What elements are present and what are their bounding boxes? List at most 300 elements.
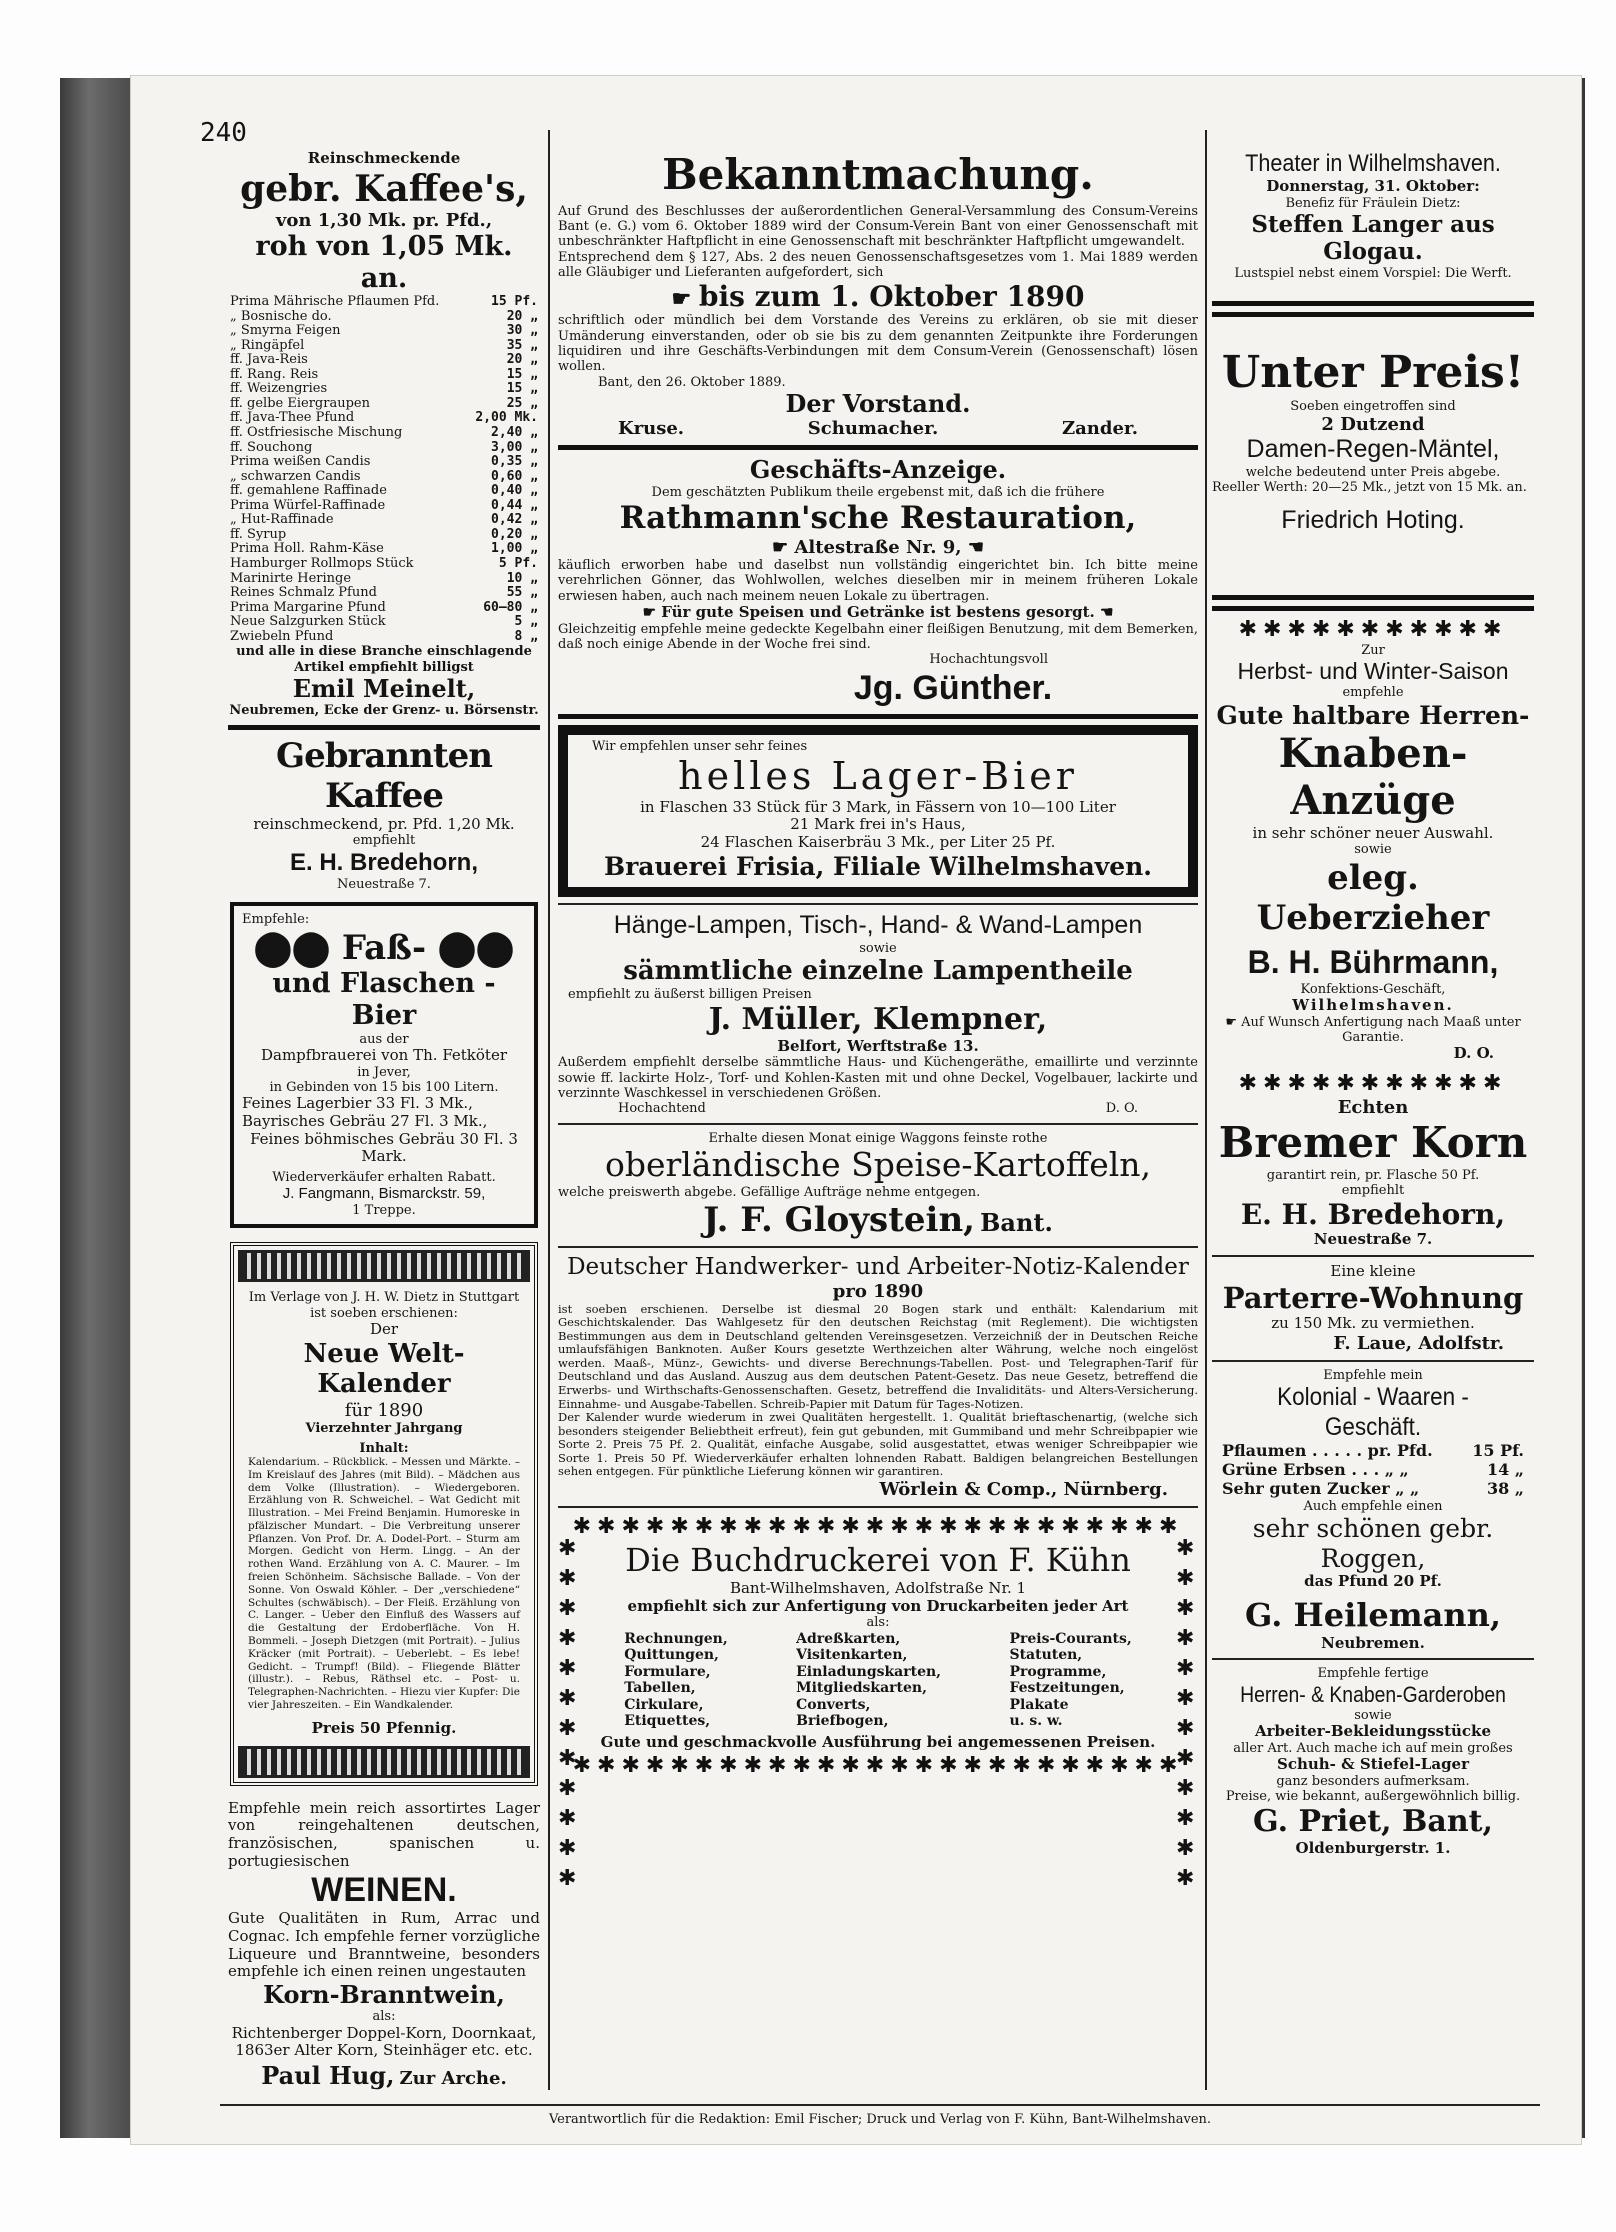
item-price: 20 „ (506, 308, 538, 324)
merchant-name: Friedrich Hoting. (1281, 505, 1465, 534)
service-item: Plakate (1009, 1696, 1069, 1713)
ad-line: zu 150 Mk. zu vermiethen. (1271, 1314, 1475, 1332)
item-name: Neue Salzgurken Stück (230, 614, 386, 630)
ad-line: aller Art. Auch mache ich auf mein großes (1233, 1740, 1513, 1756)
ad-line: Inhalt: (359, 1440, 409, 1456)
ad-line: Richtenberger Doppel-Korn, Doornkaat, 1863er Alter Korn, Steinhäger etc. etc. (231, 2023, 537, 2060)
item-price: 0,44 „ (491, 497, 538, 513)
item-price: 3,00 „ (491, 439, 538, 455)
ad-line: Preise, wie bekannt, außergewöhnlich billig. (1225, 1788, 1521, 1804)
service-item: Adreßkarten, (796, 1630, 901, 1647)
ad-body: Gleichzeitig empfehle meine gedeckte Kegelbahn einer fleißigen Benutzung, mit dem Bemerken, daß noch einige Abende in der Woche frei sind. (558, 621, 1198, 652)
service-item: Statuten, (1009, 1647, 1083, 1664)
item-price: 0,35 „ (491, 454, 538, 470)
item-price: 30 „ (506, 323, 538, 339)
divider (558, 1506, 1198, 1508)
service-item: Programme, (1009, 1663, 1107, 1680)
item-price: 35 „ (506, 337, 538, 353)
ad-signature: D. O. (1453, 1044, 1494, 1063)
page-number: 240 (200, 118, 247, 148)
item-price: 5 „ (514, 614, 538, 630)
ad-line: Dem geschätzten Publikum theile ergebenst mit, daß ich die frühere (651, 484, 1105, 500)
service-item: u. s. w. (1009, 1713, 1063, 1730)
ad-line: Reinschmeckende (307, 149, 461, 167)
ad-line: empfiehlt sich zur Anfertigung von Druckarbeiten jeder Art (627, 1596, 1129, 1615)
merchant-name: E. H. Bredehorn, (1240, 1198, 1506, 1232)
item-name: ff. gelbe Eiergraupen (230, 395, 370, 411)
price-row (228, 295, 540, 310)
pointing-hand-icon: ☚ (1094, 602, 1114, 621)
item-price: 20 „ (506, 352, 538, 368)
price-row (228, 411, 540, 426)
item-price: 0,40 „ (491, 483, 538, 499)
price-row (228, 339, 540, 354)
divider (558, 714, 1198, 719)
ad-line: welche preiswerth abgebe. Gefällige Aufträge nehme entgegen. (558, 1184, 981, 1200)
ad-line: empfiehlt zu äußerst billigen Preisen (568, 986, 812, 1002)
kuehn-ad (558, 1514, 1198, 1892)
ad-headline: Unter Preis! (1221, 346, 1525, 398)
item-price: 15 Pf. (1472, 1441, 1524, 1461)
divider (558, 1123, 1198, 1125)
ad-line: Gute Qualitäten in Rum, Arrac und Cognac. Ich empfehle ferner vorzügliche Liqueure und Branntweine, besonders empfehle ich einen reinen ungestauten (228, 1909, 540, 1981)
merchant-address: Belfort, Werftstraße 13. (777, 1036, 979, 1055)
barrel-icon: ⬤⬤ (426, 927, 515, 968)
ad-line: 21 Mark frei in's Haus, (790, 815, 966, 834)
ad-headline: und Flaschen - Bier (272, 967, 496, 1031)
column-rule (548, 130, 550, 2090)
item-name: „ schwarzen Candis (230, 468, 361, 484)
ad-headline: Hänge-Lampen, Tisch-, Hand- & Wand-Lampen (613, 911, 1143, 940)
item-name: Reines Schmalz Pfund (230, 585, 377, 601)
buehrmann-ad (1212, 643, 1534, 1063)
ad-line: sowie (859, 940, 897, 956)
imprint: Verantwortlich für die Redaktion: Emil Fischer; Druck und Verlag von F. Kühn, Bant-Wilhelmshaven. (548, 2112, 1212, 2127)
ad-line: Empfehle: (242, 912, 310, 928)
ad-signature: Wörlein & Comp., Nürnberg. (879, 1478, 1168, 1500)
barrel-icon: ⬤⬤ (253, 927, 342, 968)
star-border-icon: ✱✱✱✱✱✱✱✱✱✱✱ (1238, 1070, 1508, 1096)
item-price: 38 „ (1486, 1479, 1524, 1498)
item-price: 10 „ (506, 570, 538, 586)
book-binding (60, 78, 132, 2138)
priet-ad (1212, 1666, 1534, 1857)
ad-line: Der (369, 1319, 399, 1338)
merchant-address: Neuestraße 7. (337, 877, 431, 893)
price-row (228, 499, 540, 514)
item-name: ff. Syrup (230, 526, 287, 542)
ad-line: empfehle (1342, 685, 1404, 701)
pointing-hand-icon: ☛ (671, 286, 699, 313)
ad-line: Auch empfehle einen (1303, 1498, 1443, 1514)
service-item: Quittungen, (624, 1647, 719, 1664)
ad-price: Preis 50 Pfennig. (311, 1718, 457, 1737)
price-list (228, 295, 540, 644)
ad-headline: helles Lager-Bier (678, 753, 1078, 798)
service-item: Einladungskarten, (796, 1663, 942, 1680)
ad-line: Bayrisches Gebräu 27 Fl. 3 Mk., (242, 1111, 488, 1130)
ad-line: welche bedeutend unter Preis abgebe. (1245, 464, 1501, 480)
ad-line: sowie (1354, 1707, 1392, 1723)
item-name: Sehr guten Zucker „ „ (1222, 1479, 1420, 1498)
item-name: ff. gemahlene Raffinade (230, 483, 387, 499)
service-item: Tabellen, (624, 1680, 696, 1697)
item-name: ff. Rang. Reis (230, 366, 319, 382)
column-middle (558, 150, 1198, 2120)
signatory: Kruse. (618, 418, 685, 440)
item-price: 8 „ (514, 628, 538, 644)
ad-line: empfiehlt (352, 833, 416, 849)
merchant-address: Neubremen. (1321, 1633, 1425, 1652)
item-name: Prima Würfel-Raffinade (230, 497, 386, 513)
ad-body: Entsprechend dem § 127, Abs. 2 des neuen Genossenschaftsgesetzes vom 1. Mai 1889 werden alle Gläubiger und Lieferanten aufgefordert, sich (558, 249, 1198, 280)
ad-line: Wir empfehlen unser sehr feines (592, 738, 808, 754)
kalender-ad (230, 1242, 538, 1785)
divider (1212, 1255, 1534, 1257)
price-row (228, 353, 540, 368)
hoting-ad (1212, 347, 1534, 535)
ad-signature: D. O. (1105, 1101, 1138, 1117)
ad-line: pro 1890 (832, 1281, 924, 1303)
ad-headline: Knaben-Anzüge (1278, 730, 1468, 825)
merchant-name: B. H. Bührmann, (1247, 943, 1499, 980)
item-name: „ Smyrna Feigen (230, 323, 341, 339)
hug-ad (228, 1800, 540, 2091)
ad-headline: Parterre-Wohnung (1222, 1280, 1524, 1315)
item-name: ff. Java-Reis (230, 352, 308, 368)
item-price: 14 „ (1486, 1460, 1524, 1480)
price-row (1222, 1480, 1524, 1499)
ad-headline: Gute haltbare Herren- (1216, 700, 1530, 730)
ad-address: Altestraße Nr. 9, (794, 536, 962, 558)
pointing-hand-icon: ☛ (642, 602, 662, 621)
price-row (228, 557, 540, 572)
footer-rule (220, 2104, 1540, 2106)
service-column (624, 1631, 728, 1730)
ad-headline: gebr. Kaffee's, (240, 167, 528, 210)
merchant-name: J. Fangmann, Bismarckstr. 59, (282, 1185, 486, 1203)
ad-line: Benefiz für Fräulein Dietz: (1285, 196, 1461, 211)
gloystein-ad (558, 1131, 1198, 1241)
ad-signature: Der Vorstand. (785, 388, 971, 418)
ad-body: Kalendarium. – Rückblick. – Messen und Märkte. – Im Kreislauf des Jahres (mit Bild). – Mädchen aus dem Volke (Illustration). – Wiedergeboren. Erzählung von R. Schweichel. – Wat Gedicht mit Illustration. – Mei Freind Benjamin. Humoreske in pfälzischer Mundart. – Die Verbreitung unserer Pflanzen. Von Prof. Dr. A. Dodel-Port. – Sturm am Morgen. Gedicht von Herm. Lingg. – An der rothen Wand. Erzählung von A. C. Maurer. – Im freien Schönheim. Sächsische Ballade. – Von der Sonne. Von Oswald Köhler. – Der „verschiedene“ Schultes (schwäbisch). – Der Fleiß. Erzählung von C. Langer. – Ueber den Einfluß des Wassers auf die Gestaltung der Erdoberfläche. Von H. Bommeli. – Joseph Dietzgen (mit Portrait). – Julius Kräcker (mit Portrait). – Ueberlebt. – Es lebe! Gedicht. – Trumpf! (Bild). – Fliegende Blätter (illustr.). – Rebus, Räthsel etc. – Post- u. Telegraphen-Nachrichten. – Hiezu vier Kupfer: Die vier Jahreszeiten. – Ein Wandkalender. (248, 1455, 520, 1712)
ad-line: Bant-Wilhelmshaven, Adolfstraße Nr. 1 (729, 1578, 1027, 1597)
service-item: Preis-Courants, (1009, 1630, 1132, 1647)
merchant-address: Bant. (980, 1208, 1053, 1238)
item-price: 2,00 Mk. (475, 410, 538, 426)
divider (1212, 312, 1534, 317)
kaffee-ad (228, 150, 540, 719)
ad-line: Empfehle mein reich assortirtes Lager von reingehaltenen deutschen, französischen, spanischen u. portugiesischen (228, 1798, 540, 1870)
ad-line: Erhalte diesen Monat einige Waggons feinste rothe (708, 1130, 1048, 1146)
service-item: Cirkulare, (624, 1696, 704, 1713)
ad-headline: sehr schönen gebr. Roggen, (1252, 1514, 1494, 1573)
ad-headline: Theater in Wilhelmshaven. (1245, 150, 1501, 177)
item-price: 15 „ (506, 366, 538, 382)
ad-line: und alle in diese Branche einschlagende Artikel empfiehlt billigst (236, 644, 532, 675)
merchant-address: Oldenburgerstr. 1. (1295, 1838, 1451, 1857)
ad-line: Arbeiter-Bekleidungsstücke (1254, 1721, 1491, 1740)
ad-headline (242, 928, 526, 968)
star-border-icon: ✱✱✱✱✱✱✱✱✱✱✱ (1238, 617, 1508, 643)
item-name: ff. Souchong (230, 439, 313, 455)
ad-line: Feines böhmisches Gebräu 30 Fl. 3 Mark. (250, 1129, 518, 1166)
column-right (1212, 150, 1534, 2120)
item-name: Grüne Erbsen . . . „ „ (1222, 1460, 1409, 1480)
merchant-name: Paul Hug, (261, 2061, 395, 2091)
bekanntmachung-ad (558, 150, 1198, 439)
pointing-hand-icon: ☛ (1225, 1014, 1242, 1030)
guenther-ad (558, 456, 1198, 707)
service-item: Briefbogen, (796, 1713, 889, 1730)
item-price: 15 Pf. (491, 294, 538, 310)
ad-line: Zur (1361, 642, 1385, 658)
ad-body: ist soeben erschienen. Derselbe ist diesmal 20 Bogen stark und enthält: Kalendarium mit Geschichtskalender. Das Wahlgesetz für den deutschen Reichstag (mit Reglement). Die wichtigsten Bestimmungen aus dem in Deutschland geltenden Vereinsgesetzen. Verzeichniß der in Deutschen Reiche umlaufsfähigen Banknoten. Außer Kours gesetzte Werthzeichen alter Währung, welche noch eingelöst werden. Maaß-, Münz-, Gewichts- und diverse Berechnungs-Tabellen. Post- und Telegraphen-Tarif für Deutschland und das Ausland. Auszug aus dem deutschen Patent-Gesetz. Das neue Gesetz, betreffend die Erwerbs- und Wirthschafts-Genossenschaften. Gesetz, betreffend die Invaliditäts- und Alters-Versicherung. Einnahme- und Ausgabe-Tabellen. Schreib-Papier mit Datum für Tages-Notizen. (558, 1301, 1198, 1411)
star-border-icon: ✱✱✱✱✱✱✱✱✱✱✱✱ (1176, 1536, 1195, 1892)
ad-line: 2 Dutzend (1321, 414, 1425, 436)
ad-headline: Bekanntmachung. (662, 150, 1094, 199)
heilemann-ad (1212, 1368, 1534, 1652)
price-row (228, 513, 540, 528)
fangmann-ad (230, 902, 538, 1228)
item-name: Marinirte Heringe (230, 570, 352, 586)
ad-headline: Rathmann'sche Restauration, (619, 500, 1137, 537)
signatory: Zander. (1061, 418, 1138, 440)
ad-headline: Korn-Branntwein, (263, 1980, 505, 2010)
item-price: 60–80 „ (483, 599, 538, 615)
ad-line: von 1,30 Mk. pr. Pfd., (275, 210, 493, 232)
item-price: 0,20 „ (491, 526, 538, 542)
ad-line: Für gute Speisen und Getränke ist bestens gesorgt. (661, 602, 1095, 621)
ad-line: in Gebinden von 15 bis 100 Litern. (269, 1079, 499, 1095)
ad-line: Echten (1337, 1096, 1409, 1118)
ad-body: Der Kalender wurde wiederum in zwei Qualitäten hergestellt. 1. Qualität brieftaschenartig, (welche sich besonders steigender Beliebtheit erfreut), fein gut gebunden, mit Gummiband und mehr Schreibpapier wie Sorte 2. Preis 75 Pf. 2. Qualität, einfache Ausgabe, solid ausgestattet, etwas weniger Schreibpapier wie Sorte 1. Preis 50 Pf. Wiederverkäufer erhalten lohnenden Rabatt. Baldigen belangreichen Bestellungen sehen entgegen. Für pünktliche Lieferung können wir garantiren. (558, 1410, 1198, 1479)
item-price: 5 Pf. (498, 555, 538, 571)
ad-line: als: (372, 2009, 396, 2025)
ad-line: Konfektions-Geschäft, (1300, 981, 1446, 997)
ad-line: 24 Flaschen Kaiserbräu 3 Mk., per Liter 25 Pf. (700, 833, 1056, 852)
ad-line: reinschmeckend, pr. Pfd. 1,20 Mk. (253, 814, 515, 833)
ad-line: empfiehlt (1341, 1183, 1405, 1199)
price-row (228, 426, 540, 441)
price-row (1222, 1461, 1524, 1480)
divider (1212, 301, 1534, 306)
divider (558, 445, 1198, 450)
ad-line: in Flaschen 33 Stück für 3 Mark, in Fässern von 10—100 Liter (640, 797, 1116, 816)
laue-ad (1212, 1263, 1534, 1354)
ad-line: Hochachtend (618, 1101, 706, 1117)
ad-headline: Herbst- und Winter-Saison (1237, 658, 1509, 685)
ad-line: Empfehle fertige (1317, 1666, 1429, 1682)
item-name: Prima weißen Candis (230, 454, 371, 470)
star-border-icon: ✱✱✱✱✱✱✱✱✱✱✱✱ (558, 1536, 577, 1892)
ad-line: in Jever, (357, 1064, 411, 1080)
divider (1212, 606, 1534, 611)
service-item: Rechnungen, (624, 1630, 728, 1647)
print-services-list (590, 1631, 1166, 1730)
price-row (228, 441, 540, 456)
ad-line: in sehr schöner neuer Auswahl. (1252, 823, 1494, 842)
merchant-name: G. Priet, Bant, (1253, 1804, 1493, 1840)
price-row (228, 382, 540, 397)
bredehorn-ad (228, 736, 540, 893)
ad-body: Außerdem empfiehlt derselbe sämmtliche Haus- und Küchengeräthe, emaillirte und verzinnte sowie ff. lackirte Holz-, Torf- und Kohlen-Kasten mit und ohne Deckel, Vogelbauer, lackirte und verzinnte Waschkessel in verschiedenen Größen. (558, 1055, 1198, 1101)
item-name: ff. Ostfriesische Mischung (230, 425, 403, 441)
ad-headline: eleg. Ueberzieher (1256, 857, 1490, 938)
price-row (228, 601, 540, 616)
ad-line: Empfehle mein (1323, 1367, 1423, 1383)
divider (1212, 595, 1534, 600)
ad-line: Dampfbrauerei von Th. Fetköter (260, 1045, 508, 1064)
item-price: 0,42 „ (491, 512, 538, 528)
ad-headline: Geschäfts-Anzeige. (749, 455, 1007, 485)
ad-line: Im Verlage von J. H. W. Dietz in Stuttgart ist soeben erschienen: (248, 1290, 520, 1321)
merchant-name: Emil Meinelt, (292, 673, 476, 703)
price-list (1212, 1442, 1534, 1499)
ornament-band (238, 1250, 530, 1282)
merchant-name: G. Heilemann, (1245, 1595, 1501, 1634)
item-name: ff. Weizengries (230, 381, 328, 397)
ad-line: für 1890 (344, 1400, 424, 1422)
ad-headline: Damen-Regen-Mäntel, (1246, 435, 1500, 464)
item-name: Prima Mährische Pflaumen Pfd. (230, 294, 440, 310)
ad-headline: Kolonial - Waaren - Geschäft. (1277, 1383, 1469, 1441)
price-row (228, 586, 540, 601)
signatory: Schumacher. (807, 418, 939, 440)
theater-ad (1212, 150, 1534, 281)
ad-line: Soeben eingetroffen sind (1290, 398, 1456, 414)
service-item: Formulare, (624, 1663, 711, 1680)
ad-headline: Herren- & Knaben-Garderoben (1240, 1681, 1506, 1707)
ad-body: käuflich erworben habe und daselbst nun vollständig eingerichtet bin. Ich bitte meine verehrlichen Gönner, das Wohlwollen, welches dieselben mir in meinem früheren Lokale erwiesen haben, auch nach meinem neuen Lokale zu übertragen. (558, 557, 1198, 604)
merchant-name: F. Laue, Adolfstr. (1333, 1332, 1504, 1354)
mueller-ad (558, 911, 1198, 1116)
frisia-ad (558, 725, 1198, 898)
service-column (796, 1631, 941, 1730)
service-item: Mitgliedskarten, (796, 1680, 927, 1697)
service-column (1009, 1631, 1131, 1730)
ad-line: Wiederverkäufer erhalten Rabatt. (272, 1169, 496, 1185)
ad-line: Bant, den 26. Oktober 1889. (598, 374, 786, 390)
price-row (228, 324, 540, 339)
ad-line: Eine kleine (1330, 1262, 1416, 1281)
star-border-icon: ✱✱✱✱✱✱✱✱✱✱✱✱✱✱✱✱✱✱✱✱✱✱✱✱✱ (572, 1514, 1184, 1540)
item-price: 25 „ (506, 395, 538, 411)
column-left (228, 150, 540, 2120)
ad-headline: Bremer Korn (1218, 1118, 1528, 1168)
service-item: Visitenkarten, (796, 1647, 908, 1664)
merchant-name: J. F. Gloystein, (703, 1200, 976, 1241)
price-row (1222, 1442, 1524, 1461)
service-item: Festzeitungen, (1009, 1680, 1125, 1697)
column-rule (1205, 130, 1207, 2090)
ad-signature: Brauerei Frisia, Filiale Wilhelmshaven. (604, 851, 1152, 881)
price-row (228, 484, 540, 499)
korn-ad (1212, 1097, 1534, 1249)
price-row (228, 542, 540, 557)
ad-headline: Neue Welt-Kalender (303, 1338, 465, 1400)
price-row (228, 572, 540, 587)
ad-line: Lustspiel nebst einem Vorspiel: Die Werft. (1234, 265, 1512, 281)
item-name: Zwiebeln Pfund (230, 628, 334, 644)
item-name: „ Bosnische do. (230, 308, 332, 324)
ad-line: Donnerstag, 31. Oktober: (1266, 177, 1480, 196)
item-price: 55 „ (506, 585, 538, 601)
ad-line: ganz besonders aufmerksam. (1276, 1773, 1470, 1789)
merchant-sign: Zur Arche. (399, 2068, 507, 2090)
ad-headline: Steffen Langer aus Glogau. (1251, 211, 1495, 266)
ad-line: Hochachtungsvoll (929, 652, 1048, 668)
item-name: Hamburger Rollmops Stück (230, 555, 414, 571)
merchant-address: Neuestraße 7. (1313, 1230, 1433, 1249)
price-row (228, 470, 540, 485)
ad-line: als: (866, 1615, 890, 1631)
item-price: 15 „ (506, 381, 538, 397)
item-name: ff. Java-Thee Pfund (230, 410, 355, 426)
pointing-hand-icon: ☚ (961, 536, 984, 558)
price-row (228, 368, 540, 383)
service-item: Etiquettes, (624, 1713, 711, 1730)
item-price: 1,00 „ (491, 541, 538, 557)
item-name: Prima Margarine Pfund (230, 599, 386, 615)
deadline-date: bis zum 1. Oktober 1890 (698, 280, 1085, 314)
merchant-address: Wilhelmshaven. (1292, 995, 1454, 1014)
ornament-band (238, 1746, 530, 1778)
ad-headline: Die Buchdruckerei von F. Kühn (625, 1541, 1131, 1580)
service-item: Converts, (796, 1696, 871, 1713)
ad-line: Feines Lagerbier 33 Fl. 3 Mk., (242, 1094, 473, 1113)
divider (1212, 1360, 1534, 1362)
item-name: „ Hut-Raffinade (230, 512, 334, 528)
star-border-icon: ✱✱✱✱✱✱✱✱✱✱✱✱✱✱✱✱✱✱✱✱✱✱✱✱✱ (572, 1753, 1184, 1779)
item-name: Prima Holl. Rahm-Käse (230, 541, 384, 557)
price-row (228, 455, 540, 470)
ad-headline: WEINEN. (311, 1871, 457, 1910)
price-row (228, 310, 540, 325)
price-row (228, 528, 540, 543)
price-row (228, 615, 540, 630)
ad-subheadline: roh von 1,05 Mk. an. (255, 231, 513, 295)
merchant-name: J. Müller, Klempner, (708, 1002, 1048, 1038)
ad-signature: Jg. Günther. (853, 668, 1053, 707)
ad-body: Auf Grund des Beschlusses der außerordentlichen General-Versammlung des Consum-Vereins Bant (e. G.) vom 6. Oktober 1889 wird der Consum-Verein Bant von einer Genossenschaft mit unbeschränkter Haftpflicht in eine Genossenschaft mit beschränkter Haftpflicht umgewandelt. (558, 203, 1198, 250)
merchant-name: E. H. Bredehorn, (289, 848, 479, 876)
ad-line: Reeller Werth: 20—25 Mk., jetzt von 15 Mk. an. (1212, 480, 1527, 496)
item-name: „ Ringäpfel (230, 337, 305, 353)
ad-line: sowie (1354, 842, 1392, 858)
price-row (228, 630, 540, 645)
price-row (228, 397, 540, 412)
item-price: 0,60 „ (491, 468, 538, 484)
woerlein-ad (558, 1254, 1198, 1500)
ad-headline: Gebrannten Kaffee (276, 735, 492, 816)
ad-headline: sämmtliche einzelne Lampentheile (623, 956, 1133, 987)
ad-line: Vierzehnter Jahrgang (305, 1421, 463, 1437)
ad-line: das Pfund 20 Pf. (1304, 1572, 1442, 1591)
divider (228, 725, 540, 730)
ad-headline-text: Faß- (341, 927, 427, 968)
pointing-hand-icon: ☛ (772, 536, 795, 558)
ad-line: Schuh- & Stiefel-Lager (1276, 1754, 1470, 1773)
divider (1212, 1658, 1534, 1660)
merchant-address: Neubremen, Ecke der Grenz- u. Börsenstr. (229, 703, 539, 719)
ad-headline: Deutscher Handwerker- und Arbeiter-Notiz-Kalender (567, 1254, 1189, 1281)
ad-headline: oberländische Speise-Kartoffeln, (604, 1144, 1152, 1184)
item-name: Pflaumen . . . . . pr. Pfd. (1222, 1441, 1433, 1461)
ad-line: garantirt rein, pr. Flasche 50 Pf. (1266, 1167, 1480, 1183)
ad-line: Gute und geschmackvolle Ausführung bei angemessenen Preisen. (600, 1732, 1156, 1751)
ad-line: Auf Wunsch Anfertigung nach Maaß unter Garantie. (1241, 1014, 1521, 1045)
